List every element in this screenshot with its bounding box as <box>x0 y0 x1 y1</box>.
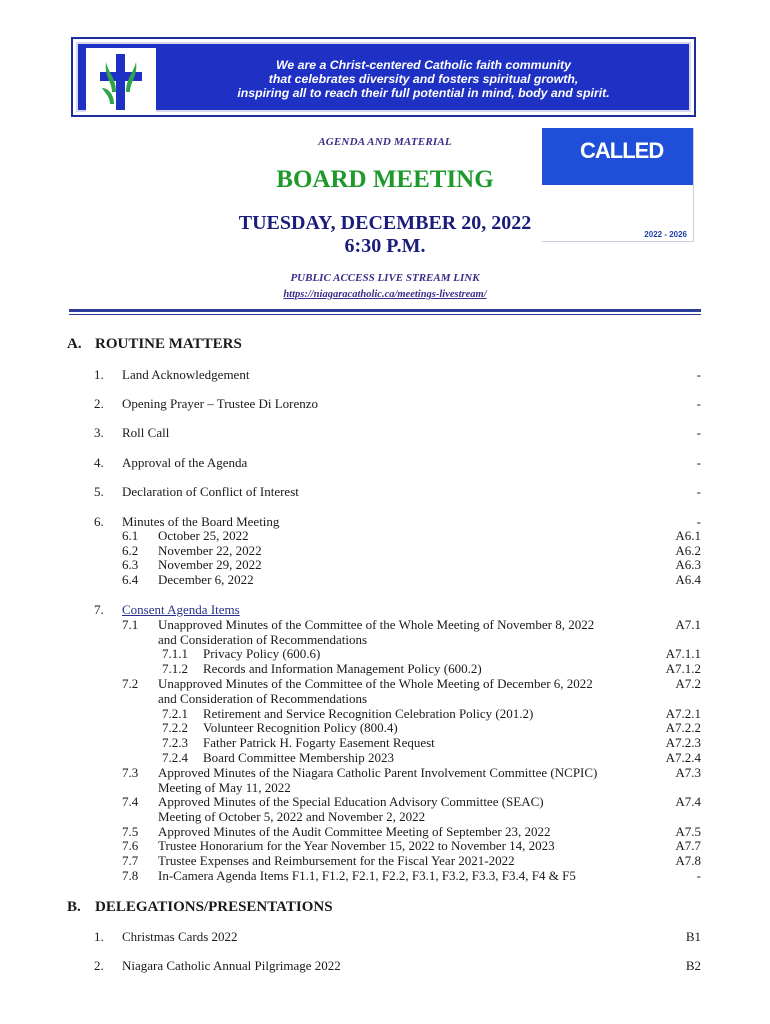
item-label: Roll Call <box>122 425 170 440</box>
sub-item-number: 7.2 <box>122 676 139 691</box>
cross-leaf-logo-icon <box>86 48 156 114</box>
sub-item-number: 7.2.3 <box>162 735 188 750</box>
sub-item-label <box>158 766 628 795</box>
sub-item-number: 7.5 <box>122 824 139 839</box>
item-label: Land Acknowledgement <box>122 367 250 382</box>
label-line: and Consideration of Recommendations <box>158 631 368 647</box>
item-label: Declaration of Conflict of Interest <box>122 484 299 499</box>
item-number: 1. <box>94 929 104 944</box>
sub-item-ref: A7.7 <box>675 838 701 853</box>
sub-item-number: 6.4 <box>122 572 139 587</box>
divider <box>69 314 701 315</box>
sub-item-label: Approved Minutes of the Audit Committee Meeting of September 23, 2022 <box>158 824 551 839</box>
item-label: Approval of the Agenda <box>122 455 248 470</box>
page-title: BOARD MEETING <box>276 166 494 193</box>
sub-item-label <box>158 618 628 647</box>
item-number: 6. <box>94 514 104 529</box>
label-line: Approved Minutes of the Special Education Advisory Committee (SEAC) <box>158 794 544 809</box>
label-line: Unapproved Minutes of the Committee of the Whole Meeting of December 6, 2022 <box>158 676 593 691</box>
sub-item-number: 6.3 <box>122 557 139 572</box>
sub-item-ref: A7.2.3 <box>665 735 701 750</box>
meeting-date: TUESDAY, DECEMBER 20, 2022 <box>238 212 532 234</box>
sub-item-ref: A6.4 <box>675 572 701 587</box>
sub-item-number: 6.1 <box>122 528 139 543</box>
sub-item-number: 7.7 <box>122 853 139 868</box>
livestream-link[interactable]: https://niagaracatholic.ca/meetings-livestream/ <box>283 289 487 300</box>
item-ref: - <box>696 455 701 470</box>
mission-statement <box>168 58 679 100</box>
sub-item-label: Privacy Policy (600.6) <box>203 646 321 661</box>
sub-item-number: 7.4 <box>122 794 139 809</box>
sub-item-label: Father Patrick H. Fogarty Easement Request <box>203 735 435 750</box>
sub-item-number: 7.2.1 <box>162 706 188 721</box>
sub-item-label: October 25, 2022 <box>158 528 249 543</box>
item-ref: B1 <box>685 929 701 944</box>
item-number: 1. <box>94 367 104 382</box>
item-ref: - <box>696 484 701 499</box>
section-letter: A. <box>67 336 82 352</box>
sub-item-ref: A7.2.1 <box>665 706 701 721</box>
item-ref: - <box>696 396 701 411</box>
sub-item-number: 7.1.1 <box>162 646 188 661</box>
called-logo-panel <box>542 128 693 185</box>
sub-item-ref: A6.1 <box>675 528 701 543</box>
sub-item-label <box>158 795 628 824</box>
sub-item-number: 7.1.2 <box>162 661 188 676</box>
called-years: 2022 - 2026 <box>644 230 687 239</box>
label-line: Meeting of May 11, 2022 <box>158 779 291 795</box>
sub-item-label: November 29, 2022 <box>158 557 262 572</box>
label-line: Unapproved Minutes of the Committee of the Whole Meeting of November 8, 2022 <box>158 617 595 632</box>
item-number: 4. <box>94 455 104 470</box>
sub-item-ref: A7.5 <box>675 824 701 839</box>
called-logo <box>542 128 694 242</box>
sub-item-ref: A7.2.4 <box>665 750 701 765</box>
divider <box>69 309 701 312</box>
sub-item-label: Trustee Expenses and Reimbursement for the Fiscal Year 2021-2022 <box>158 853 515 868</box>
sub-item-label: December 6, 2022 <box>158 572 254 587</box>
section-title: ROUTINE MATTERS <box>95 336 242 352</box>
sub-item-label: Records and Information Management Policy (600.2) <box>203 661 482 676</box>
sub-item-ref: A6.2 <box>675 543 701 558</box>
section-title: DELEGATIONS/PRESENTATIONS <box>95 899 333 915</box>
meeting-time: 6:30 P.M. <box>344 235 426 257</box>
label-line: and Consideration of Recommendations <box>158 690 368 706</box>
item-label: Minutes of the Board Meeting <box>122 514 280 529</box>
sub-item-label: In-Camera Agenda Items F1.1, F1.2, F2.1, F2.2, F3.1, F3.2, F3.3, F3.4, F4 & F5 <box>158 868 576 883</box>
item-ref: - <box>696 367 701 382</box>
meeting-datetime <box>220 212 550 258</box>
sub-item-label <box>158 677 628 706</box>
sub-item-ref: - <box>696 868 701 883</box>
sub-item-number: 7.3 <box>122 765 139 780</box>
sub-item-label: Trustee Honorarium for the Year November 15, 2022 to November 14, 2023 <box>158 838 555 853</box>
item-ref: - <box>696 425 701 440</box>
sub-item-label: Volunteer Recognition Policy (800.4) <box>203 720 398 735</box>
sub-item-ref: A7.2 <box>675 676 701 691</box>
agenda-label: AGENDA AND MATERIAL <box>318 136 452 148</box>
item-number: 2. <box>94 396 104 411</box>
mission-line: that celebrates diversity and fosters spiritual growth, <box>268 72 579 86</box>
called-logo-text: CALLED <box>580 138 664 163</box>
consent-agenda-link[interactable]: Consent Agenda Items <box>122 602 240 617</box>
item-number: 7. <box>94 602 104 617</box>
item-label: Christmas Cards 2022 <box>122 929 238 944</box>
sub-item-ref: A7.2.2 <box>665 720 701 735</box>
section-b-heading <box>67 899 333 916</box>
sub-item-ref: A7.8 <box>675 853 701 868</box>
sub-item-label: Retirement and Service Recognition Celebration Policy (201.2) <box>203 706 534 721</box>
sub-item-ref: A6.3 <box>675 557 701 572</box>
section-a-heading <box>67 336 242 353</box>
sub-item-ref: A7.1 <box>675 617 701 632</box>
item-number: 3. <box>94 425 104 440</box>
mission-banner-inner <box>76 42 691 112</box>
mission-line: We are a Christ-centered Catholic faith community <box>276 58 571 72</box>
label-line: Approved Minutes of the Niagara Catholic Parent Involvement Committee (NCPIC) <box>158 765 598 780</box>
sub-item-ref: A7.1.2 <box>665 661 701 676</box>
mission-banner <box>71 37 696 117</box>
sub-item-number: 7.2.2 <box>162 720 188 735</box>
sub-item-label: November 22, 2022 <box>158 543 262 558</box>
item-ref: B2 <box>685 958 701 973</box>
sub-item-number: 7.1 <box>122 617 139 632</box>
item-label: Opening Prayer – Trustee Di Lorenzo <box>122 396 319 411</box>
sub-item-number: 7.2.4 <box>162 750 188 765</box>
item-ref: - <box>696 514 701 529</box>
section-letter: B. <box>67 899 81 915</box>
item-number: 5. <box>94 484 104 499</box>
item-number: 2. <box>94 958 104 973</box>
item-label: Niagara Catholic Annual Pilgrimage 2022 <box>122 958 341 973</box>
sub-item-number: 7.6 <box>122 838 139 853</box>
mission-line: inspiring all to reach their full potential in mind, body and spirit. <box>237 86 610 100</box>
sub-item-ref: A7.3 <box>675 765 701 780</box>
sub-item-ref: A7.1.1 <box>665 646 701 661</box>
stream-label: PUBLIC ACCESS LIVE STREAM LINK <box>290 272 480 284</box>
sub-item-number: 7.8 <box>122 868 139 883</box>
sub-item-label: Board Committee Membership 2023 <box>203 750 395 765</box>
sub-item-number: 6.2 <box>122 543 139 558</box>
sub-item-ref: A7.4 <box>675 794 701 809</box>
label-line: Meeting of October 5, 2022 and November 2, 2022 <box>158 808 426 824</box>
